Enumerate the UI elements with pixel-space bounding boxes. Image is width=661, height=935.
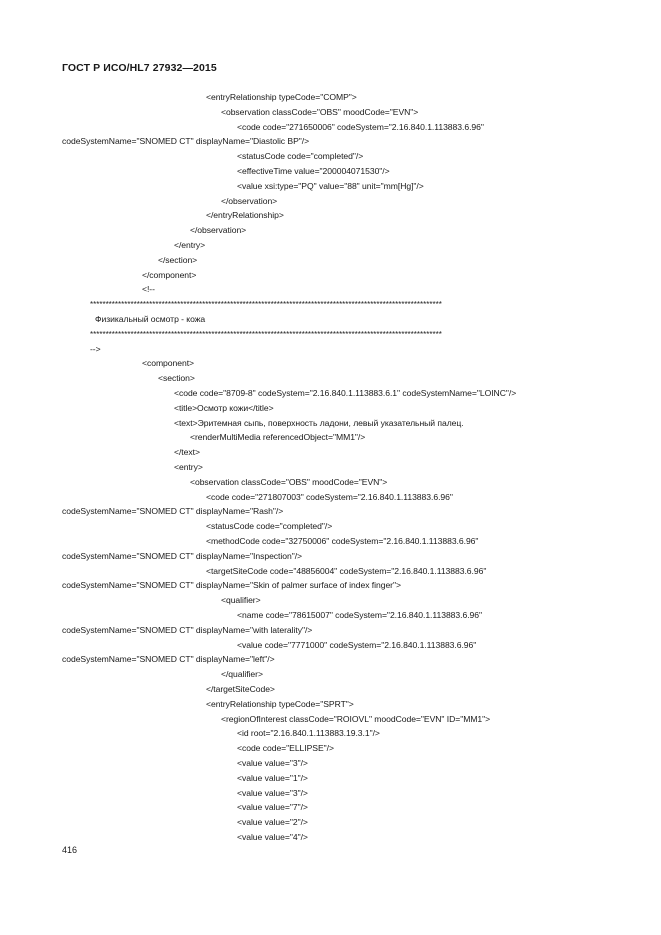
page-number: 416 — [62, 845, 78, 855]
code-line: <observation classCode="OBS" moodCode="EVN"> — [190, 476, 388, 487]
code-line: </observation> — [190, 225, 247, 236]
code-line: <text>Эритемная сыпь, поверхность ладони, левый указательный палец. — [174, 417, 464, 428]
code-line: </text> — [174, 447, 200, 458]
code-line: <value code="7771000" codeSystem="2.16.840.1.113883.6.96" — [237, 639, 477, 650]
code-line: </section> — [158, 254, 198, 265]
code-line: <value value="7"/> — [237, 802, 308, 813]
code-line: <value value="4"/> — [237, 832, 308, 842]
code-line: <value value="2"/> — [237, 817, 308, 828]
code-line: <title>Осмотр кожи</title> — [174, 402, 274, 413]
comment-separator-line: ***************************************************************************************************************** — [90, 329, 442, 339]
code-line: codeSystemName="SNOMED CT" displayName="with laterality"/> — [62, 624, 313, 635]
code-line: <!-- — [142, 284, 155, 295]
code-line: </entry> — [174, 240, 206, 250]
code-line: <renderMultiMedia referencedObject="MM1"/> — [190, 432, 366, 443]
code-line: <value xsi:type="PQ" value="88" unit="mm[Hg]"/> — [237, 180, 424, 191]
code-line: <qualifier> — [221, 595, 261, 606]
code-line: <entryRelationship typeCode="SPRT"> — [206, 698, 354, 709]
code-line: </qualifier> — [221, 669, 263, 680]
code-line: codeSystemName="SNOMED CT" displayName="Rash"/> — [62, 506, 284, 517]
code-line: <regionOfInterest classCode="ROIOVL" moodCode="EVN" ID="MM1"> — [221, 713, 491, 724]
code-line: <statusCode code="completed"/> — [237, 151, 364, 162]
code-line: <name code="78615007" codeSystem="2.16.840.1.113883.6.96" — [237, 610, 482, 620]
code-line: <code code="271650006" codeSystem="2.16.840.1.113883.6.96" — [237, 121, 484, 132]
code-line: <value value="3"/> — [237, 787, 308, 798]
code-line: <code code="ELLIPSE"/> — [237, 743, 334, 754]
code-line: <effectiveTime value="200004071530"/> — [237, 166, 390, 176]
code-line: Физикальный осмотр - кожа — [95, 314, 206, 324]
code-line: <code code="271807003" codeSystem="2.16.840.1.113883.6.96" — [206, 491, 453, 502]
code-line: <methodCode code="32750006" codeSystem="2.16.840.1.113883.6.96" — [206, 536, 479, 546]
code-line: <entryRelationship typeCode="COMP"> — [206, 92, 357, 102]
code-line: <component> — [142, 358, 195, 369]
code-line: --> — [90, 343, 101, 354]
code-line: <section> — [158, 373, 195, 384]
code-line: <value value="3"/> — [237, 758, 308, 768]
document-header: ГОСТ Р ИСО/HL7 27932—2015 — [62, 62, 217, 74]
code-line: </targetSiteCode> — [206, 684, 275, 694]
code-line: </component> — [142, 269, 197, 280]
code-line: codeSystemName="SNOMED CT" displayName="Inspection"/> — [62, 550, 303, 561]
code-line: <entry> — [174, 462, 203, 472]
code-line: <targetSiteCode code="48856004" codeSystem="2.16.840.1.113883.6.96" — [206, 565, 487, 576]
code-line: </observation> — [221, 195, 278, 206]
code-line: codeSystemName="SNOMED CT" displayName="left"/> — [62, 654, 275, 665]
code-line: </entryRelationship> — [206, 210, 284, 221]
code-line: codeSystemName="SNOMED CT" displayName="Diastolic BP"/> — [62, 136, 310, 147]
code-line: <value value="1"/> — [237, 772, 308, 783]
code-line: <code code="8709-8" codeSystem="2.16.840.1.113883.6.1" codeSystemName="LOINC"/> — [174, 388, 517, 398]
code-line: <observation classCode="OBS" moodCode="EVN"> — [221, 106, 419, 117]
comment-separator-line: ***************************************************************************************************************** — [90, 300, 442, 310]
code-line: <id root="2.16.840.1.113883.19.3.1"/> — [237, 728, 380, 739]
code-line: <statusCode code="completed"/> — [206, 521, 333, 532]
code-line: codeSystemName="SNOMED CT" displayName="Skin of palmer surface of index finger"> — [62, 580, 401, 591]
